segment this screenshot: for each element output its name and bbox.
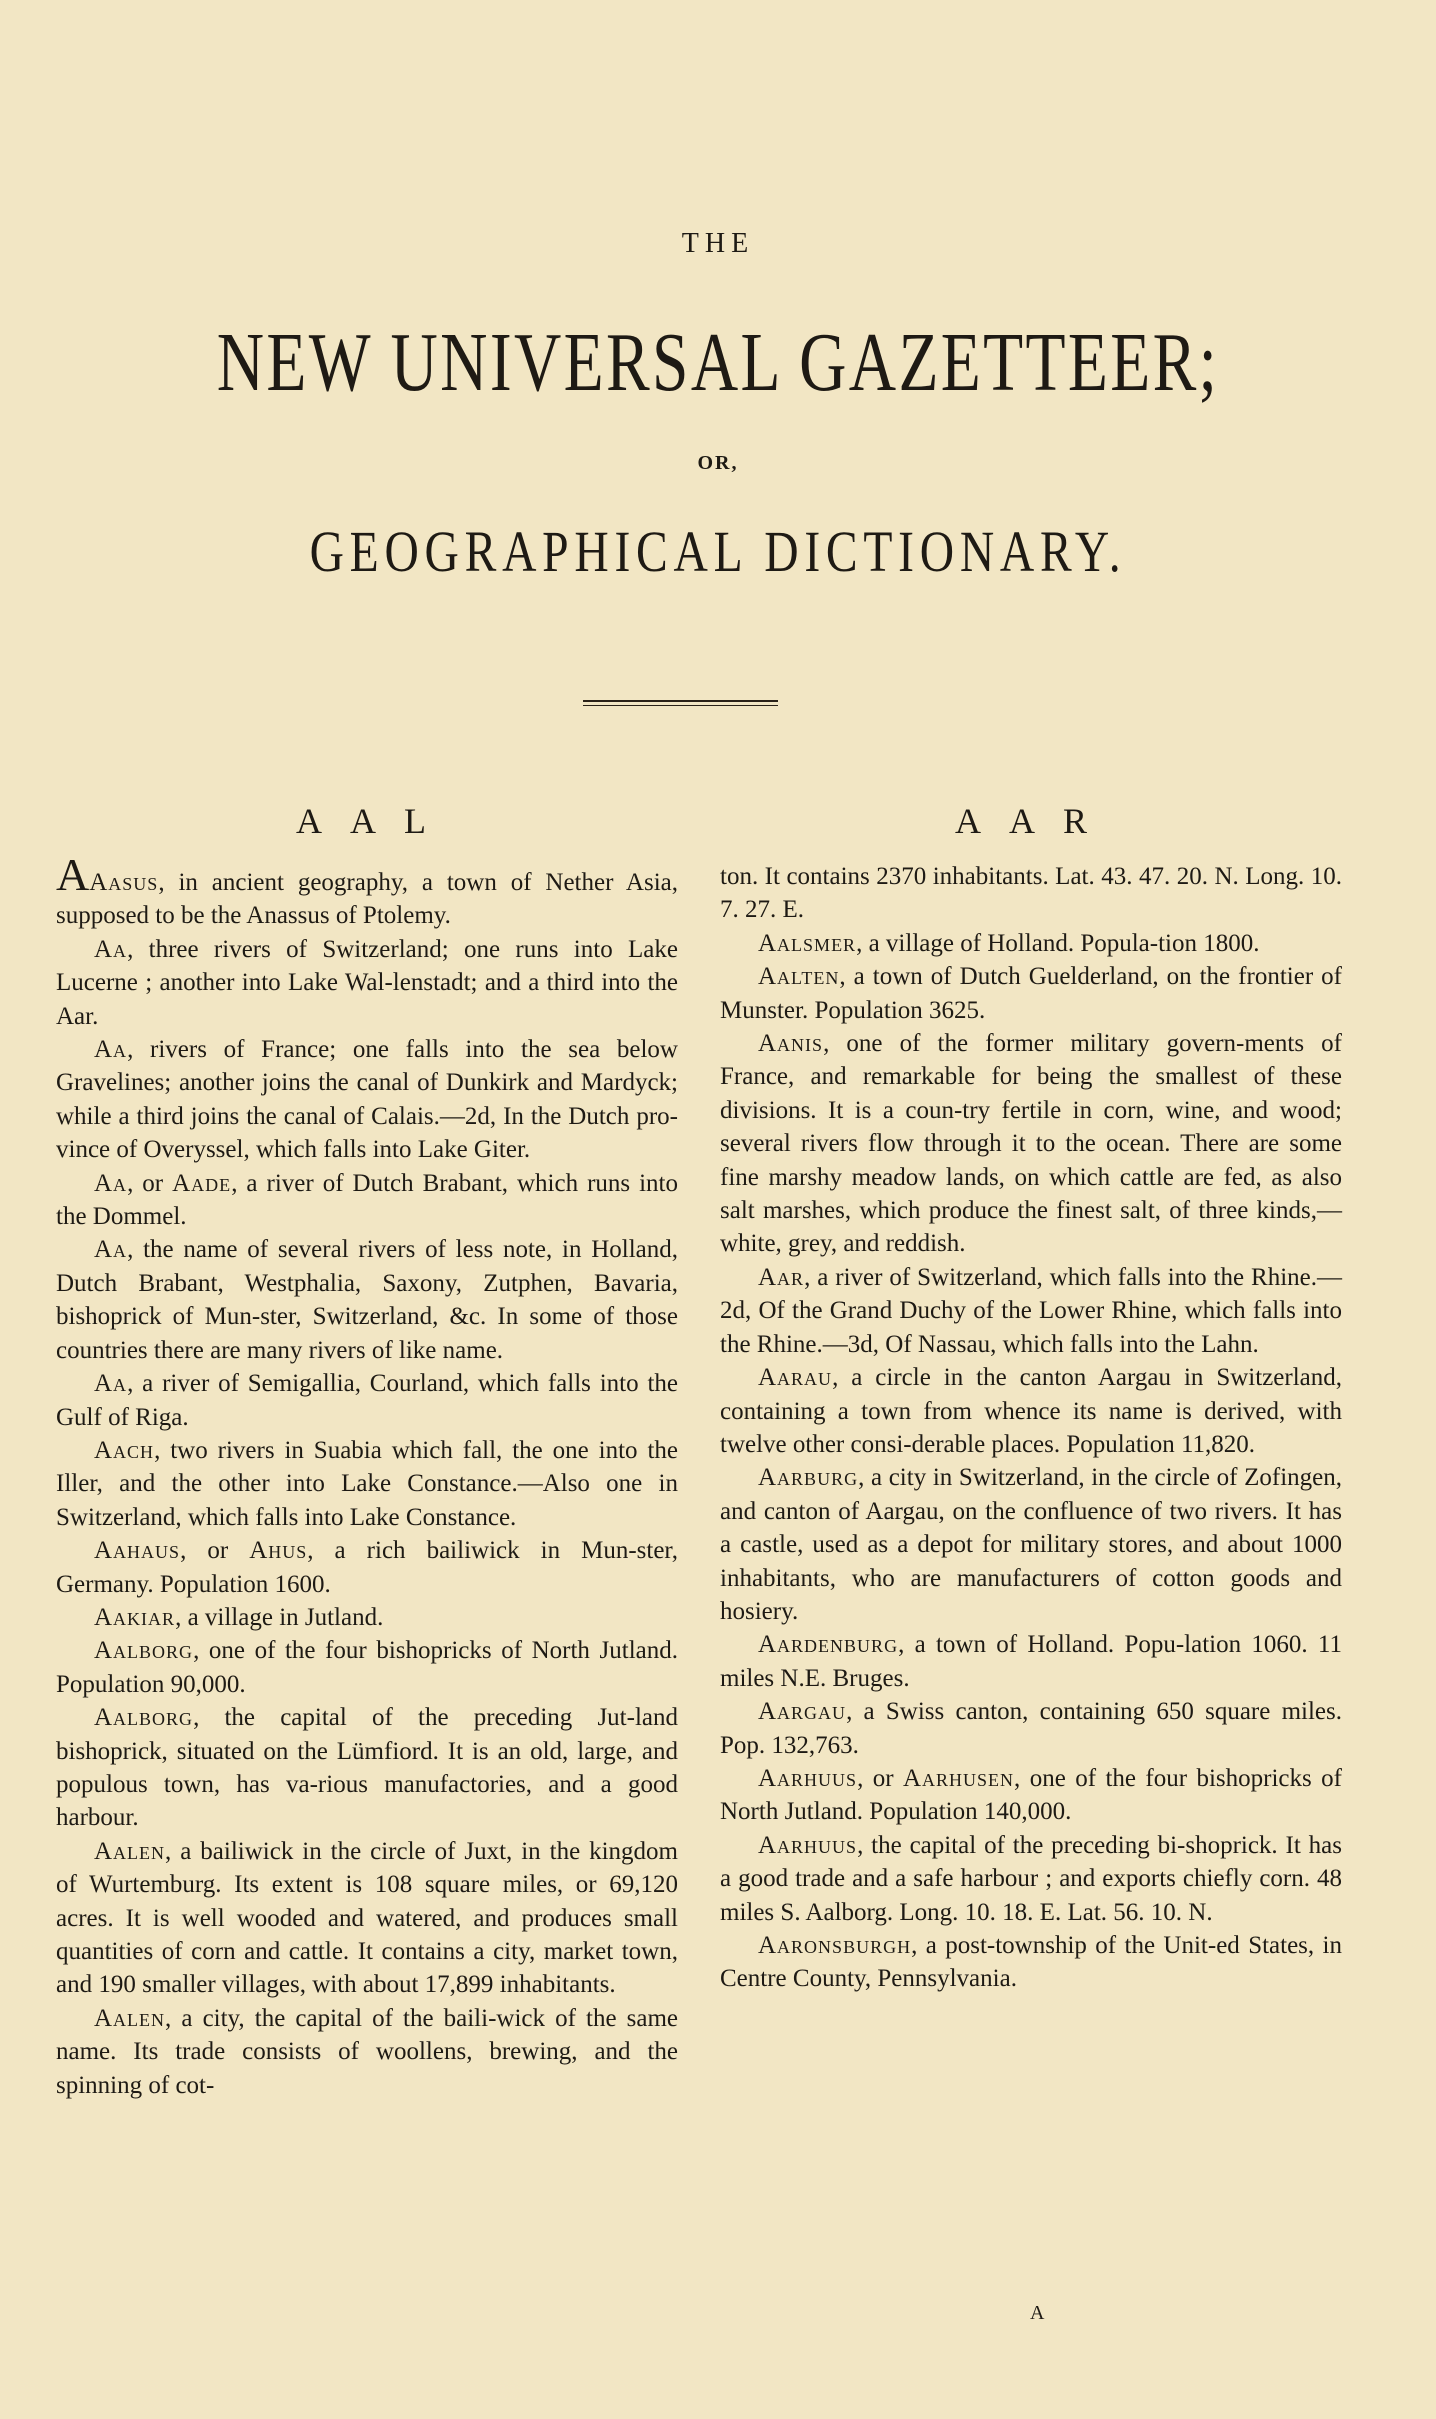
gazetteer-entry	[56, 1233, 678, 1367]
entry-headword: Aach	[94, 1436, 155, 1464]
entry-text: , a river of Dutch Brabant, which runs into the Dommel.	[56, 1169, 679, 1231]
entry-text: , a village in Jutland.	[175, 1603, 384, 1631]
gazetteer-entry	[720, 960, 1342, 1027]
right-column	[720, 860, 1342, 1996]
title-rule	[583, 700, 778, 706]
gazetteer-entry	[56, 1601, 678, 1634]
entry-headword: Aargau	[758, 1698, 847, 1726]
entry-headword: Aarhuus	[758, 1764, 858, 1792]
entry-text: , a town of Holland. Popu-lation 1060. 11 miles N.E. Bruges.	[720, 1631, 1342, 1692]
entry-headword: Aa	[94, 1169, 128, 1197]
gazetteer-entry	[56, 1701, 678, 1835]
entry-text: , one of the four bishopricks of North Jutland. Population 140,000.	[720, 1764, 1342, 1826]
entry-headword: Aalborg	[94, 1704, 194, 1732]
page-subtitle: GEOGRAPHICAL DICTIONARY.	[309, 519, 1127, 584]
entry-headword: Aalen	[94, 2004, 166, 2032]
gazetteer-entry	[720, 1461, 1342, 1628]
left-column	[56, 849, 679, 2102]
title-conjunction: OR,	[697, 452, 739, 474]
entry-headword: Aanis	[758, 1030, 824, 1058]
gazetteer-entry	[720, 1695, 1342, 1762]
entry-headword: Aardenburg	[758, 1631, 899, 1659]
entry-text: , a circle in the canton Aargau in Switzerland, containing a town from whence its name is derived, with twelve other consi-derable places. Population 11,820.	[720, 1364, 1342, 1458]
entry-headword: Aa	[94, 1236, 128, 1264]
entry-text: , one of the former military govern-ments of France, and remarkable for being the smallest of these divisions. It is a coun-try fertile in corn, wine, and wood; several rivers flow through it to the ocean. There are some fine marshy meadow lands, on which cattle are fed, as also salt marshes, which produce the finest salt, of three kinds,—white, grey, and reddish.	[720, 1030, 1342, 1258]
page-title: NEW UNIVERSAL GAZETTEER;	[216, 316, 1220, 409]
entry-headword-alt: Aarhusen	[902, 1764, 1015, 1792]
entry-text: , a city, the capital of the baili-wick of the same name. Its trade consists of woollens, brewing, and the spinning of cot-	[56, 2004, 678, 2099]
entry-text: , or	[127, 1169, 173, 1197]
entry-text: , the name of several rivers of less note, in Holland, Dutch Brabant, Westphalia, Saxony, Zutphen, Bavaria, bishoprick of Mun-ster, Switzerland, &c. In some of those countries there are many rivers of like name.	[56, 1236, 678, 1364]
gazetteer-entry	[720, 1929, 1342, 1996]
gazetteer-entry	[720, 1829, 1342, 1929]
entry-headword: Aalten	[758, 963, 840, 991]
entry-headword: Aarburg	[758, 1464, 859, 1492]
gazetteer-entry	[720, 1027, 1342, 1261]
entry-text: , one of the four bishopricks of North Jutland. Population 90,000.	[56, 1637, 678, 1698]
gazetteer-entry	[720, 860, 1342, 927]
gazetteer-entry	[56, 2002, 678, 2102]
entry-headword: Aalen	[94, 1837, 166, 1865]
entry-headword: Aaronsburgh	[758, 1932, 912, 1959]
entry-headword: Aalsmer	[758, 929, 857, 957]
entry-text: , three rivers of Switzerland; one runs into Lake Lucerne ; another into Lake Wal-lenstadt; and a third into the Aar.	[56, 935, 678, 1030]
entry-headword: Aarhuus	[758, 1831, 858, 1859]
entry-text: , or	[180, 1537, 250, 1565]
gazetteer-entry	[56, 1033, 678, 1167]
entry-text: , a river of Switzerland, which falls into the Rhine.—2d, Of the Grand Duchy of the Lower Rhine, which falls into the Rhine.—3d, Of Nassau, which falls into the Lahn.	[720, 1263, 1342, 1358]
title-article: THE	[681, 228, 755, 259]
running-head-left: AAL	[296, 801, 454, 841]
entry-text: , a rich bailiwick in Mun-ster, Germany. Population 1600.	[56, 1537, 679, 1598]
entry-text: , a post-township of the Unit-ed States, in Centre County, Pennsylvania.	[720, 1932, 1342, 1993]
entry-headword: Aa	[94, 1036, 128, 1064]
entry-headword: Aa	[94, 935, 128, 963]
gazetteer-entry	[56, 1167, 678, 1234]
entry-text: , a river of Semigallia, Courland, which falls into the Gulf of Riga.	[56, 1370, 678, 1431]
entry-headword: Aarau	[758, 1364, 833, 1392]
entry-headword: Aar	[758, 1263, 805, 1291]
gazetteer-entry	[720, 1361, 1342, 1461]
entry-text: , or	[857, 1764, 903, 1792]
catchword: A	[1030, 2302, 1045, 2324]
entry-headword: Aakiar	[94, 1603, 176, 1631]
entry-headword: Aalborg	[94, 1637, 194, 1665]
gazetteer-entry	[56, 1434, 678, 1534]
gazetteer-entry	[56, 1634, 678, 1701]
entry-headword: Aasus	[89, 869, 159, 896]
gazetteer-entry	[56, 849, 678, 933]
gazetteer-entry	[56, 1367, 678, 1434]
entry-text: , a bailiwick in the circle of Juxt, in the kingdom of Wurtemburg. Its extent is 108 square miles, or 69,120 acres. It is well wooded and watered, and produces small quantities of corn and cattle. It contains a city, market town, and 190 smaller villages, with about 17,899 inhabitants.	[56, 1837, 678, 1999]
entry-text: , two rivers in Suabia which fall, the one into the Iller, and the other into Lake Constance.—Also one in Switzerland, which falls into Lake Constance.	[56, 1436, 678, 1531]
entry-headword: Aahaus	[94, 1537, 181, 1565]
gazetteer-entry	[720, 1628, 1342, 1695]
entry-headword: Aa	[94, 1370, 128, 1398]
gazetteer-entry	[56, 933, 678, 1033]
entry-text: ton. It contains 2370 inhabitants. Lat. 43. 47. 20. N. Long. 10. 7. 27. E.	[720, 863, 1342, 924]
running-head-right: AAR	[954, 801, 1115, 841]
drop-cap: A	[56, 849, 90, 900]
gazetteer-entry	[56, 1835, 678, 2002]
gazetteer-entry	[720, 927, 1342, 960]
entry-headword-alt: Ahus	[249, 1537, 308, 1565]
gazetteer-entry	[720, 1261, 1342, 1361]
entry-text: , rivers of France; one falls into the sea below Gravelines; another joins the canal of Dunkirk and Mardyck; while a third joins the canal of Calais.—2d, In the Dutch pro-vince of Overyssel, which falls into Lake Giter.	[56, 1036, 678, 1164]
entry-text: , the capital of the preceding Jut-land bishoprick, situated on the Lümfiord. It is an old, large, and populous town, has va-rious manufactories, and a good harbour.	[56, 1704, 678, 1832]
show-through-text	[60, 80, 1370, 200]
entry-text: , a Swiss canton, containing 650 square miles. Pop. 132,763.	[720, 1698, 1342, 1759]
entry-text: , the capital of the preceding bi-shoprick. It has a good trade and a safe harbour ; and exports chiefly corn. 48 miles S. Aalborg. Long. 10. 18. E. Lat. 56. 10. N.	[720, 1831, 1342, 1926]
gazetteer-entry	[56, 1534, 678, 1601]
entry-text: , a town of Dutch Guelderland, on the frontier of Munster. Population 3625.	[720, 963, 1342, 1024]
entry-headword-alt: Aade	[172, 1169, 232, 1197]
entry-text: , a city in Switzerland, in the circle of Zofingen, and canton of Aargau, on the confluence of two rivers. It has a castle, used as a depot for military stores, and about 1000 inhabitants, who are manufacturers of cotton goods and hosiery.	[720, 1464, 1342, 1625]
gazetteer-entry	[720, 1762, 1342, 1829]
entry-text: , a village of Holland. Popula-tion 1800.	[856, 929, 1260, 957]
entry-text: , in ancient geography, a town of Nether Asia, supposed to be the Anassus of Ptolemy.	[56, 869, 678, 930]
